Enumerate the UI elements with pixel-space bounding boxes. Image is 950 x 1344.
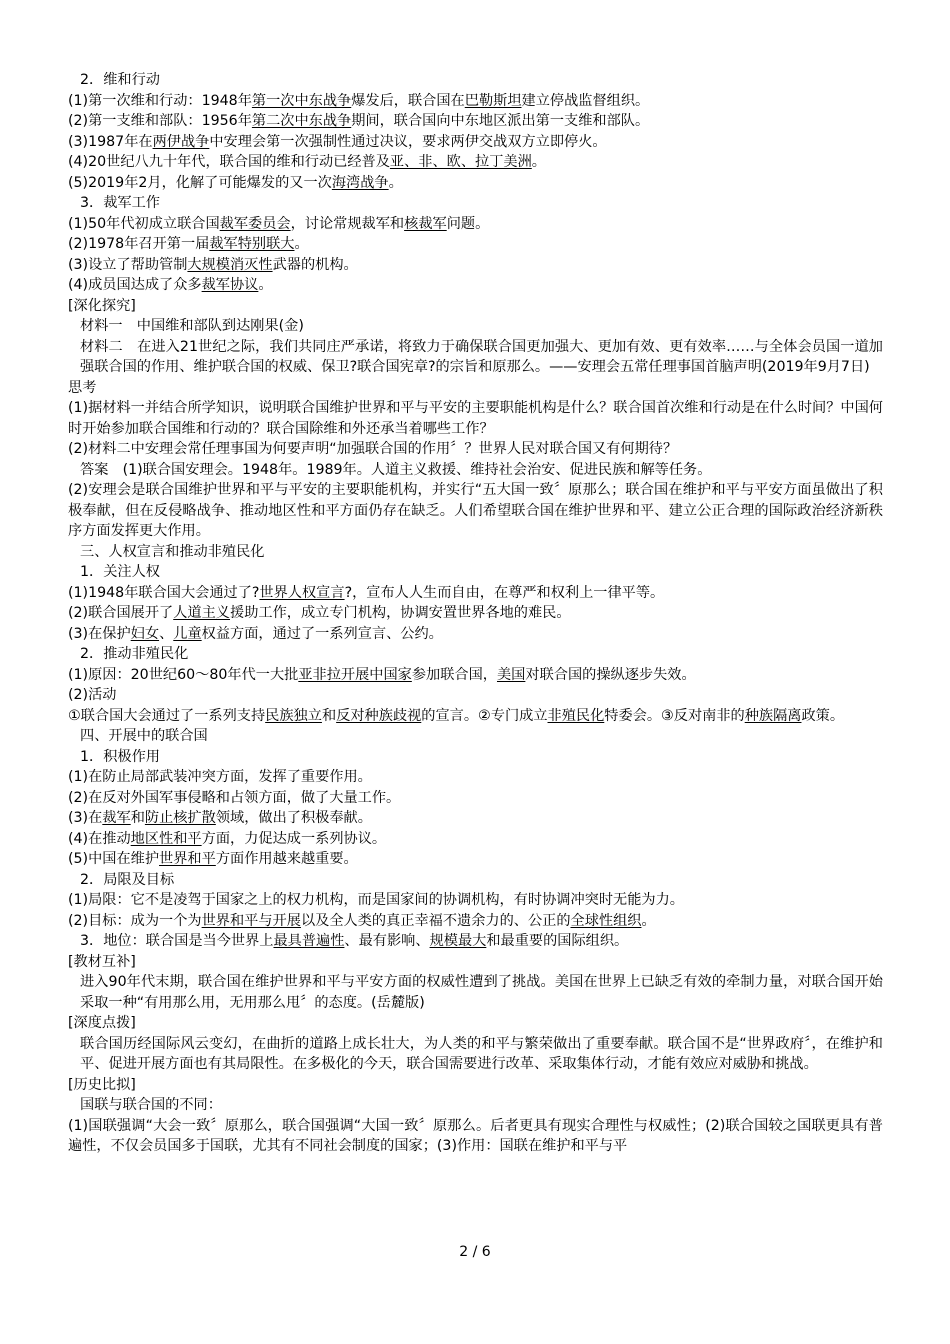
text-line <box>68 316 883 337</box>
text-line <box>68 111 883 132</box>
text-line <box>68 1034 883 1075</box>
text-segment: 期间，联合国向中东地区派出第一支维和部队。 <box>351 113 650 129</box>
text-segment: 3．裁军工作 <box>80 195 160 211</box>
text-line <box>68 583 883 604</box>
text-segment: 领域，做出了积极奉献。 <box>215 810 372 826</box>
underlined-answer: 裁军 <box>102 810 131 826</box>
text-segment: 国联与联合国的不同： <box>80 1097 222 1113</box>
text-line <box>68 337 883 378</box>
text-segment: 援助工作，成立专门机构，协调安置世界各地的难民。 <box>230 605 571 621</box>
text-line <box>68 132 883 153</box>
text-segment: 联合国历经国际风云变幻，在曲折的道路上成长壮大，为人类的和平与繁荣做出了重要奉献。联合国不是“世界政府〞，在维护和平、促进开展方面也有其局限性。在多极化的今天，联合国需要进行改革、采取集体行动，才能有效应对威胁和挑战。 <box>80 1035 883 1072</box>
text-line <box>68 542 883 563</box>
text-line <box>68 255 883 276</box>
text-segment: (3)1987年在 <box>68 133 153 150</box>
text-line <box>68 952 883 973</box>
underlined-answer: 人道主义 <box>173 605 230 621</box>
text-segment: [历史比拟] <box>68 1076 136 1093</box>
text-line <box>68 890 883 911</box>
underlined-answer: 亚、非、欧、拉丁美洲 <box>389 154 532 170</box>
text-line <box>68 624 883 645</box>
text-line <box>68 747 883 768</box>
text-segment: (1)第一次维和行动：1948年 <box>68 92 252 109</box>
text-segment: ①联合国大会通过了一系列支持 <box>68 707 266 724</box>
underlined-answer: 裁军委员会 <box>219 215 291 232</box>
text-segment: 思考 <box>68 379 97 396</box>
underlined-answer: 反对种族歧视 <box>336 707 422 724</box>
text-line <box>68 726 883 747</box>
text-line <box>68 685 883 706</box>
document-body <box>68 70 883 1157</box>
text-line <box>68 931 883 952</box>
text-segment: 特委会。③反对南非的 <box>604 707 745 724</box>
text-segment: 进入90年代末期，联合国在维护世界和平与平安方面的权威性遭到了挑战。美国在世界上已缺乏有效的牵制力量，对联合国开始采取一种“有用那么用，无用那么甩〞的态度。(岳麓版) <box>80 974 883 1011</box>
text-segment: (3)设立了帮助管制 <box>68 256 188 273</box>
text-segment: 3．地位：联合国是当今世界上 <box>80 933 274 949</box>
text-segment: 材料二 在进入21世纪之际，我们共同庄严承诺，将致力于确保联合国更加强大、更加有效、更有效率……与全体会员国一道加强联合国的作用、维护联合国的权威、保卫?联合国宪章?的宗旨和原那么。——安理会五常任理事国首脑声明(2019年9月7日) <box>80 338 883 375</box>
text-line <box>68 767 883 788</box>
underlined-answer: 海湾战争 <box>331 174 389 191</box>
text-segment: (2)在反对外国军事侵略和占领方面，做了大量工作。 <box>68 789 401 806</box>
text-segment: 1．关注人权 <box>80 564 160 580</box>
text-segment: 对联合国的操纵逐步失效。 <box>525 666 696 683</box>
text-segment: 武器的机构。 <box>272 256 358 273</box>
text-segment: 和最重要的国际组织。 <box>486 933 629 949</box>
text-segment: ，讨论常规裁军和 <box>290 215 405 232</box>
text-segment: 材料一 中国维和部队到达刚果(金) <box>80 318 304 334</box>
text-segment: ?，宣布人人生而自由，在尊严和权利上一律平等。 <box>344 584 665 601</box>
text-segment: (2)联合国展开了 <box>68 605 174 621</box>
text-segment: (2)活动 <box>68 687 117 703</box>
text-line <box>68 911 883 932</box>
text-line <box>68 439 883 460</box>
text-segment: 中安理会第一次强制性通过决议，要求两伊交战双方立即停火。 <box>209 133 607 150</box>
underlined-answer: 第一次中东战争 <box>251 92 352 109</box>
text-segment: (4)在推动 <box>68 830 131 847</box>
underlined-answer: 世界和平 <box>159 851 216 867</box>
text-line <box>68 644 883 665</box>
text-segment: 。 <box>531 154 546 170</box>
text-segment: (2)第一支维和部队：1956年 <box>68 113 252 129</box>
text-line <box>68 275 883 296</box>
text-line <box>68 1075 883 1096</box>
underlined-answer: 全球性组织 <box>570 912 642 929</box>
text-line <box>68 788 883 809</box>
text-line <box>68 1095 883 1116</box>
underlined-answer: 大规模消灭性 <box>187 256 273 273</box>
text-segment: 1．积极作用 <box>80 748 160 765</box>
text-segment: 、最有影响、 <box>344 933 430 949</box>
text-line <box>68 562 883 583</box>
text-segment: (1)1948年联合国大会通过了? <box>68 584 260 601</box>
text-segment: (1)50年代初成立联合国 <box>68 215 220 232</box>
text-line <box>68 378 883 399</box>
text-line <box>68 398 883 439</box>
text-segment: 政策。 <box>801 707 845 724</box>
underlined-answer: 世界人权宣言 <box>259 584 345 601</box>
text-line <box>68 460 883 481</box>
text-segment: (5)2019年2月，化解了可能爆发的又一次 <box>68 174 332 191</box>
text-segment: (2)安理会是联合国维护世界和平与平安的主要职能机构，并实行“五大国一致〞原那么；联合国在维护和平与平安方面虽做出了积极奉献，但在反侵略战争、推动地区性和平方面仍存在缺乏。人们希望联合国在维护世界和平、建立公正合理的国际政治经济新秩序方面发挥更大作用。 <box>68 482 883 539</box>
text-segment: (5)中国在维护 <box>68 851 160 867</box>
text-segment: 2．局限及目标 <box>80 871 175 888</box>
text-segment: 爆发后，联合国在 <box>351 92 465 109</box>
text-line <box>68 706 883 727</box>
text-segment: 问题。 <box>446 215 490 232</box>
text-line <box>68 1116 883 1157</box>
text-segment: [深度点拨] <box>68 1015 136 1031</box>
text-segment: (2)材料二中安理会常任理事国为何要声明“加强联合国的作用〞？世界人民对联合国又有何期待？ <box>68 441 678 457</box>
text-segment: 。 <box>388 174 403 191</box>
underlined-answer: 巴勒斯坦 <box>464 92 522 109</box>
text-segment: (4)成员国达成了众多 <box>68 277 202 293</box>
underlined-answer: 种族隔离 <box>744 707 802 724</box>
text-segment: 的宣言。②专门成立 <box>421 707 548 724</box>
underlined-answer: 地区性和平 <box>130 830 202 847</box>
text-segment: 2．维和行动 <box>80 72 160 88</box>
text-segment: (2)1978年召开第一届 <box>68 236 210 252</box>
underlined-answer: 亚非拉开展中国家 <box>298 666 412 683</box>
text-segment: 三、人权宣言和推动非殖民化 <box>80 543 265 560</box>
text-segment: 四、开展中的联合国 <box>80 728 208 744</box>
text-segment: (1)原因：20世纪60～80年代一大批 <box>68 666 299 683</box>
underlined-answer: 第二次中东战争 <box>251 113 352 129</box>
text-segment: 和 <box>321 707 337 724</box>
underlined-answer: 妇女 <box>130 625 160 642</box>
underlined-answer: 非殖民化 <box>547 707 605 724</box>
text-segment: 参加联合国， <box>411 666 497 683</box>
text-line <box>68 870 883 891</box>
underlined-answer: 两伊战争 <box>152 133 210 150</box>
text-line <box>68 829 883 850</box>
text-line <box>68 152 883 173</box>
text-line <box>68 849 883 870</box>
underlined-answer: 世界和平与开展 <box>201 912 301 929</box>
underlined-answer: 核裁军 <box>404 215 447 232</box>
underlined-answer: 最具普遍性 <box>273 933 345 949</box>
text-line <box>68 808 883 829</box>
underlined-answer: 民族独立 <box>265 707 322 724</box>
text-segment: (4)20世纪八九十年代，联合国的维和行动已经普及 <box>68 154 390 170</box>
text-segment: 建立停战监督组织。 <box>521 92 650 109</box>
text-line <box>68 1013 883 1034</box>
text-line <box>68 234 883 255</box>
underlined-answer: 规模最大 <box>429 933 487 949</box>
text-segment: 、 <box>159 625 174 642</box>
text-line <box>68 665 883 686</box>
text-segment: (1)据材料一并结合所学知识，说明联合国维护世界和平与平安的主要职能机构是什么？联合国首次维和行动是在什么时间？中国何时开始参加联合国维和行动的？联合国除维和外还承当着哪些工作？ <box>68 400 883 437</box>
text-segment: [深化探究] <box>68 297 136 314</box>
text-segment: (1)国联强调“大会一致〞原那么，联合国强调“大国一致〞原那么。后者更具有现实合理性与权威性；(2)联合国较之国联更具有普遍性，不仅会员国多于国联，尤其有不同社会制度的国家；(3)作用：国联在维护和平与平 <box>68 1117 883 1154</box>
text-line <box>68 70 883 91</box>
page-number: 2 / 6 <box>459 1244 491 1260</box>
text-segment: 方面作用越来越重要。 <box>215 851 358 867</box>
text-segment: 。 <box>641 912 656 929</box>
text-line <box>68 603 883 624</box>
text-segment: 。 <box>258 277 273 293</box>
underlined-answer: 裁军特别联大 <box>209 236 295 252</box>
underlined-answer: 儿童 <box>173 625 202 642</box>
text-segment: 2．推动非殖民化 <box>80 646 189 662</box>
text-segment: (3)在保护 <box>68 625 131 642</box>
underlined-answer: 裁军协议 <box>201 277 259 293</box>
text-line <box>68 193 883 214</box>
text-segment: (1)局限：它不是凌驾于国家之上的权力机构，而是国家间的协调机构，有时协调冲突时无能为力。 <box>68 892 684 908</box>
text-segment: 方面，力促达成一系列协议。 <box>201 830 387 847</box>
text-segment: 。 <box>294 236 309 252</box>
text-segment: 以及全人类的真正幸福不遗余力的、公正的 <box>300 912 571 929</box>
text-line <box>68 173 883 194</box>
underlined-answer: 防止核扩散 <box>144 810 216 826</box>
text-segment: 和 <box>130 810 145 826</box>
text-line <box>68 480 883 542</box>
text-line <box>68 296 883 317</box>
underlined-answer: 美国 <box>496 666 526 683</box>
text-segment: [教材互补] <box>68 953 136 970</box>
text-segment: 答案 (1)联合国安理会。1948年。1989年。人道主义救援、维持社会治安、促进民族和解等任务。 <box>80 461 712 478</box>
text-line <box>68 972 883 1013</box>
text-segment: 权益方面，通过了一系列宣言、公约。 <box>201 625 443 642</box>
text-segment: (2)目标：成为一个为 <box>68 912 202 929</box>
text-line <box>68 214 883 235</box>
text-segment: (1)在防止局部武装冲突方面，发挥了重要作用。 <box>68 769 372 785</box>
text-segment: (3)在 <box>68 810 103 826</box>
text-line <box>68 91 883 112</box>
